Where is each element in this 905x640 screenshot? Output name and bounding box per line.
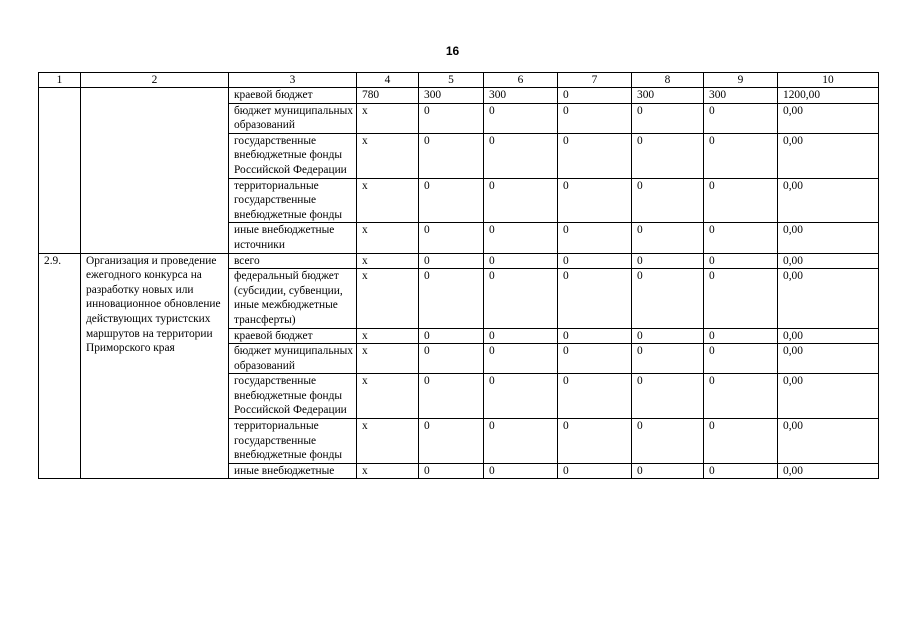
value-cell: 0 <box>558 269 632 328</box>
value-cell: х <box>357 103 419 133</box>
value-cell: х <box>357 178 419 223</box>
value-cell: 0 <box>632 223 704 253</box>
value-cell: 0 <box>632 463 704 479</box>
value-cell: х <box>357 344 419 374</box>
value-cell: х <box>357 328 419 344</box>
value-cell: 0 <box>419 178 484 223</box>
item-number: 2.9. <box>39 253 81 479</box>
value-cell: 0,00 <box>778 133 879 178</box>
header-cell: 9 <box>704 73 778 88</box>
value-cell: 0 <box>558 374 632 419</box>
value-cell: 0 <box>484 178 558 223</box>
value-cell: 0 <box>419 328 484 344</box>
header-cell: 2 <box>81 73 229 88</box>
value-cell: 0 <box>484 463 558 479</box>
value-cell: х <box>357 253 419 269</box>
value-cell: 0 <box>558 223 632 253</box>
header-cell: 10 <box>778 73 879 88</box>
value-cell: 0,00 <box>778 178 879 223</box>
value-cell: 0 <box>558 178 632 223</box>
value-cell: 0 <box>419 269 484 328</box>
value-cell: 0,00 <box>778 103 879 133</box>
value-cell: 0 <box>484 374 558 419</box>
funding-source: территориальные государственные внебюджетные фонды <box>229 419 357 464</box>
value-cell: 0 <box>704 328 778 344</box>
item-name <box>81 88 229 254</box>
value-cell: 300 <box>484 88 558 104</box>
value-cell: 300 <box>632 88 704 104</box>
value-cell: 0,00 <box>778 223 879 253</box>
value-cell: 0 <box>632 178 704 223</box>
value-cell: 0 <box>484 269 558 328</box>
value-cell: 0 <box>419 253 484 269</box>
funding-source: бюджет муниципальных образований <box>229 103 357 133</box>
value-cell: 0 <box>558 88 632 104</box>
value-cell: х <box>357 419 419 464</box>
value-cell: 0 <box>632 253 704 269</box>
value-cell: х <box>357 374 419 419</box>
value-cell: 0 <box>419 463 484 479</box>
header-cell: 6 <box>484 73 558 88</box>
value-cell: х <box>357 463 419 479</box>
value-cell: 0 <box>704 419 778 464</box>
value-cell: 0,00 <box>778 253 879 269</box>
header-cell: 8 <box>632 73 704 88</box>
value-cell: 0 <box>558 419 632 464</box>
value-cell: 1200,00 <box>778 88 879 104</box>
value-cell: 0 <box>484 328 558 344</box>
funding-source: территориальные государственные внебюджетные фонды <box>229 178 357 223</box>
funding-source: иные внебюджетные источники <box>229 223 357 253</box>
header-row <box>39 73 879 88</box>
value-cell: 0,00 <box>778 419 879 464</box>
value-cell: 0 <box>704 269 778 328</box>
value-cell: 0 <box>419 344 484 374</box>
value-cell: 0 <box>484 103 558 133</box>
funding-source: государственные внебюджетные фонды Российской Федерации <box>229 374 357 419</box>
value-cell: 0 <box>484 419 558 464</box>
value-cell: 300 <box>419 88 484 104</box>
value-cell: 0 <box>632 374 704 419</box>
value-cell: 0,00 <box>778 269 879 328</box>
value-cell: 300 <box>704 88 778 104</box>
item-name: Организация и проведение ежегодного конкурса на разработку новых или инновационное обновление действующих туристских маршрутов на территории Приморского края <box>81 253 229 479</box>
value-cell: 0 <box>419 133 484 178</box>
value-cell: 0 <box>558 463 632 479</box>
budget-table <box>38 72 879 479</box>
value-cell: 0 <box>704 463 778 479</box>
value-cell: 0,00 <box>778 328 879 344</box>
funding-source: краевой бюджет <box>229 88 357 104</box>
value-cell: 0 <box>419 103 484 133</box>
value-cell: 0,00 <box>778 344 879 374</box>
funding-source: бюджет муниципальных образований <box>229 344 357 374</box>
item-number <box>39 88 81 254</box>
value-cell: 0 <box>632 344 704 374</box>
value-cell: 780 <box>357 88 419 104</box>
value-cell: 0 <box>484 344 558 374</box>
value-cell: 0 <box>419 419 484 464</box>
value-cell: 0 <box>632 328 704 344</box>
value-cell: 0 <box>704 253 778 269</box>
value-cell: 0 <box>632 269 704 328</box>
value-cell: 0 <box>704 103 778 133</box>
value-cell: 0 <box>419 374 484 419</box>
header-cell: 1 <box>39 73 81 88</box>
header-cell: 3 <box>229 73 357 88</box>
value-cell: х <box>357 133 419 178</box>
value-cell: х <box>357 223 419 253</box>
value-cell: 0,00 <box>778 374 879 419</box>
value-cell: 0 <box>632 103 704 133</box>
funding-source: государственные внебюджетные фонды Российской Федерации <box>229 133 357 178</box>
value-cell: 0 <box>484 253 558 269</box>
value-cell: 0 <box>704 374 778 419</box>
value-cell: 0 <box>484 133 558 178</box>
value-cell: 0 <box>558 133 632 178</box>
value-cell: 0 <box>558 328 632 344</box>
value-cell: 0 <box>558 344 632 374</box>
value-cell: 0 <box>632 419 704 464</box>
funding-source: федеральный бюджет (субсидии, субвенции, иные межбюджетные трансферты) <box>229 269 357 328</box>
value-cell: 0 <box>484 223 558 253</box>
value-cell: 0 <box>558 103 632 133</box>
table-row <box>39 253 879 269</box>
value-cell: 0 <box>704 178 778 223</box>
header-cell: 7 <box>558 73 632 88</box>
value-cell: 0 <box>704 133 778 178</box>
value-cell: 0 <box>558 253 632 269</box>
header-cell: 5 <box>419 73 484 88</box>
value-cell: 0 <box>632 133 704 178</box>
value-cell: 0,00 <box>778 463 879 479</box>
value-cell: 0 <box>704 223 778 253</box>
value-cell: 0 <box>419 223 484 253</box>
funding-source: всего <box>229 253 357 269</box>
funding-source: краевой бюджет <box>229 328 357 344</box>
header-cell: 4 <box>357 73 419 88</box>
value-cell: 0 <box>704 344 778 374</box>
funding-source: иные внебюджетные <box>229 463 357 479</box>
page-number: 16 <box>445 44 460 58</box>
table-row <box>39 88 879 104</box>
value-cell: х <box>357 269 419 328</box>
